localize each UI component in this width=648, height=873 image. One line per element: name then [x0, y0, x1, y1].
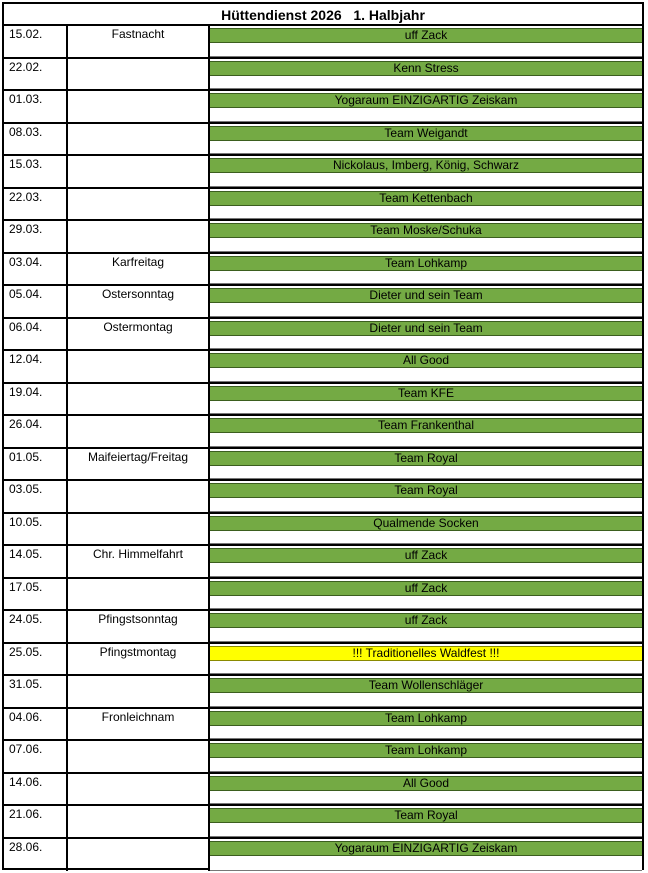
- team-empty-line: [210, 823, 642, 837]
- date-cell: 15.02.: [4, 26, 68, 57]
- occasion-cell: [68, 416, 210, 447]
- team-empty-line: [210, 271, 642, 285]
- schedule-row: [4, 806, 642, 839]
- team-name: Team Lohkamp: [210, 743, 642, 758]
- team-empty-line: [210, 791, 642, 805]
- schedule-row: [4, 449, 642, 482]
- schedule-rows: [4, 26, 642, 868]
- team-empty-line: [210, 596, 642, 610]
- occasion-cell: [68, 351, 210, 382]
- date-cell: 25.05.: [4, 644, 68, 675]
- team-cell: [210, 839, 642, 872]
- schedule-row: [4, 189, 642, 222]
- team-name: Team Weigandt: [210, 126, 642, 141]
- schedule-row: [4, 579, 642, 612]
- occasion-cell: Ostersonntag: [68, 286, 210, 317]
- schedule-row: [4, 481, 642, 514]
- team-name: Team Royal: [210, 451, 642, 466]
- schedule-row: [4, 351, 642, 384]
- occasion-cell: [68, 189, 210, 220]
- team-name: All Good: [210, 776, 642, 791]
- date-cell: 21.06.: [4, 806, 68, 837]
- team-name: Yogaraum EINZIGARTIG Zeiskam: [210, 841, 642, 856]
- team-name: Team Moske/Schuka: [210, 223, 642, 238]
- schedule-row: [4, 774, 642, 807]
- team-empty-line: [210, 238, 642, 252]
- team-cell: [210, 741, 642, 772]
- date-cell: 17.05.: [4, 579, 68, 610]
- team-name: Team KFE: [210, 386, 642, 401]
- team-name: Team Frankenthal: [210, 418, 642, 433]
- date-cell: 22.02.: [4, 59, 68, 90]
- schedule-row: [4, 254, 642, 287]
- date-cell: 24.05.: [4, 611, 68, 642]
- schedule-row: [4, 741, 642, 774]
- occasion-cell: [68, 741, 210, 772]
- team-cell: [210, 384, 642, 415]
- date-cell: 07.06.: [4, 741, 68, 772]
- occasion-cell: [68, 156, 210, 187]
- date-cell: 19.04.: [4, 384, 68, 415]
- occasion-cell: Maifeiertag/Freitag: [68, 449, 210, 480]
- team-empty-line: [210, 336, 642, 350]
- team-cell: [210, 286, 642, 317]
- schedule-row: [4, 26, 642, 59]
- team-name: Yogaraum EINZIGARTIG Zeiskam: [210, 93, 642, 108]
- date-cell: 14.05.: [4, 546, 68, 577]
- team-empty-line: [210, 206, 642, 220]
- schedule-row: [4, 221, 642, 254]
- team-empty-line: [210, 43, 642, 57]
- team-cell: [210, 156, 642, 187]
- team-cell: [210, 774, 642, 805]
- team-cell: [210, 319, 642, 350]
- schedule-row: [4, 611, 642, 644]
- schedule-row: [4, 839, 642, 872]
- occasion-cell: [68, 221, 210, 252]
- date-cell: 28.06.: [4, 839, 68, 872]
- date-cell: 14.06.: [4, 774, 68, 805]
- team-name: !!! Traditionelles Waldfest !!!: [210, 646, 642, 661]
- schedule-row: [4, 91, 642, 124]
- team-empty-line: [210, 368, 642, 382]
- schedule-row: [4, 709, 642, 742]
- schedule-sheet: [2, 2, 644, 870]
- schedule-row: [4, 286, 642, 319]
- team-cell: [210, 416, 642, 447]
- occasion-cell: [68, 91, 210, 122]
- schedule-row: [4, 546, 642, 579]
- team-cell: [210, 189, 642, 220]
- team-cell: [210, 709, 642, 740]
- occasion-cell: Pfingstmontag: [68, 644, 210, 675]
- team-name: Team Royal: [210, 483, 642, 498]
- team-empty-line: [210, 726, 642, 740]
- team-cell: [210, 351, 642, 382]
- team-name: Kenn Stress: [210, 61, 642, 76]
- occasion-cell: [68, 839, 210, 872]
- date-cell: 03.04.: [4, 254, 68, 285]
- team-name: Team Wollenschläger: [210, 678, 642, 693]
- date-cell: 03.05.: [4, 481, 68, 512]
- schedule-row: [4, 676, 642, 709]
- team-cell: [210, 806, 642, 837]
- occasion-cell: Ostermontag: [68, 319, 210, 350]
- team-cell: [210, 91, 642, 122]
- date-cell: 04.06.: [4, 709, 68, 740]
- date-cell: 01.05.: [4, 449, 68, 480]
- date-cell: 08.03.: [4, 124, 68, 155]
- team-empty-line: [210, 141, 642, 155]
- schedule-row: [4, 416, 642, 449]
- team-empty-line: [210, 498, 642, 512]
- team-name: Team Royal: [210, 808, 642, 823]
- team-name: All Good: [210, 353, 642, 368]
- date-cell: 22.03.: [4, 189, 68, 220]
- schedule-row: [4, 156, 642, 189]
- team-name: Dieter und sein Team: [210, 288, 642, 303]
- schedule-row: [4, 384, 642, 417]
- occasion-cell: [68, 59, 210, 90]
- team-name: Dieter und sein Team: [210, 321, 642, 336]
- team-cell: [210, 611, 642, 642]
- date-cell: 10.05.: [4, 514, 68, 545]
- team-cell: [210, 449, 642, 480]
- schedule-row: [4, 59, 642, 92]
- team-empty-line: [210, 563, 642, 577]
- team-empty-line: [210, 693, 642, 707]
- team-cell: [210, 124, 642, 155]
- team-empty-line: [210, 433, 642, 447]
- team-cell: [210, 26, 642, 57]
- date-cell: 31.05.: [4, 676, 68, 707]
- occasion-cell: [68, 579, 210, 610]
- occasion-cell: [68, 481, 210, 512]
- team-empty-line: [210, 661, 642, 675]
- team-empty-line: [210, 758, 642, 772]
- team-name: Team Kettenbach: [210, 191, 642, 206]
- team-name: uff Zack: [210, 28, 642, 43]
- schedule-row: [4, 124, 642, 157]
- schedule-row: [4, 514, 642, 547]
- schedule-row: [4, 319, 642, 352]
- date-cell: 06.04.: [4, 319, 68, 350]
- team-empty-line: [210, 401, 642, 415]
- occasion-cell: [68, 774, 210, 805]
- team-name: Qualmende Socken: [210, 516, 642, 531]
- occasion-cell: Karfreitag: [68, 254, 210, 285]
- occasion-cell: Chr. Himmelfahrt: [68, 546, 210, 577]
- occasion-cell: [68, 676, 210, 707]
- team-name: uff Zack: [210, 581, 642, 596]
- occasion-cell: [68, 124, 210, 155]
- occasion-cell: [68, 806, 210, 837]
- date-cell: 12.04.: [4, 351, 68, 382]
- team-name: Team Lohkamp: [210, 256, 642, 271]
- team-cell: [210, 59, 642, 90]
- team-cell: [210, 644, 642, 675]
- date-cell: 15.03.: [4, 156, 68, 187]
- team-cell: [210, 514, 642, 545]
- team-empty-line: [210, 303, 642, 317]
- occasion-cell: Fronleichnam: [68, 709, 210, 740]
- occasion-cell: [68, 384, 210, 415]
- schedule-row: [4, 644, 642, 677]
- date-cell: 05.04.: [4, 286, 68, 317]
- sheet-title: Hüttendienst 2026 1. Halbjahr: [4, 4, 642, 26]
- team-empty-line: [210, 628, 642, 642]
- team-name: Nickolaus, Imberg, König, Schwarz: [210, 158, 642, 173]
- team-cell: [210, 221, 642, 252]
- date-cell: 01.03.: [4, 91, 68, 122]
- occasion-cell: [68, 514, 210, 545]
- team-name: uff Zack: [210, 548, 642, 563]
- team-empty-line: [210, 173, 642, 187]
- team-name: uff Zack: [210, 613, 642, 628]
- team-empty-line: [210, 108, 642, 122]
- occasion-cell: Fastnacht: [68, 26, 210, 57]
- team-cell: [210, 579, 642, 610]
- team-cell: [210, 546, 642, 577]
- team-cell: [210, 676, 642, 707]
- team-cell: [210, 481, 642, 512]
- team-empty-line: [210, 531, 642, 545]
- date-cell: 29.03.: [4, 221, 68, 252]
- team-name: Team Lohkamp: [210, 711, 642, 726]
- team-cell: [210, 254, 642, 285]
- team-empty-line: [210, 76, 642, 90]
- team-empty-line: [210, 856, 642, 872]
- team-empty-line: [210, 466, 642, 480]
- occasion-cell: Pfingstsonntag: [68, 611, 210, 642]
- date-cell: 26.04.: [4, 416, 68, 447]
